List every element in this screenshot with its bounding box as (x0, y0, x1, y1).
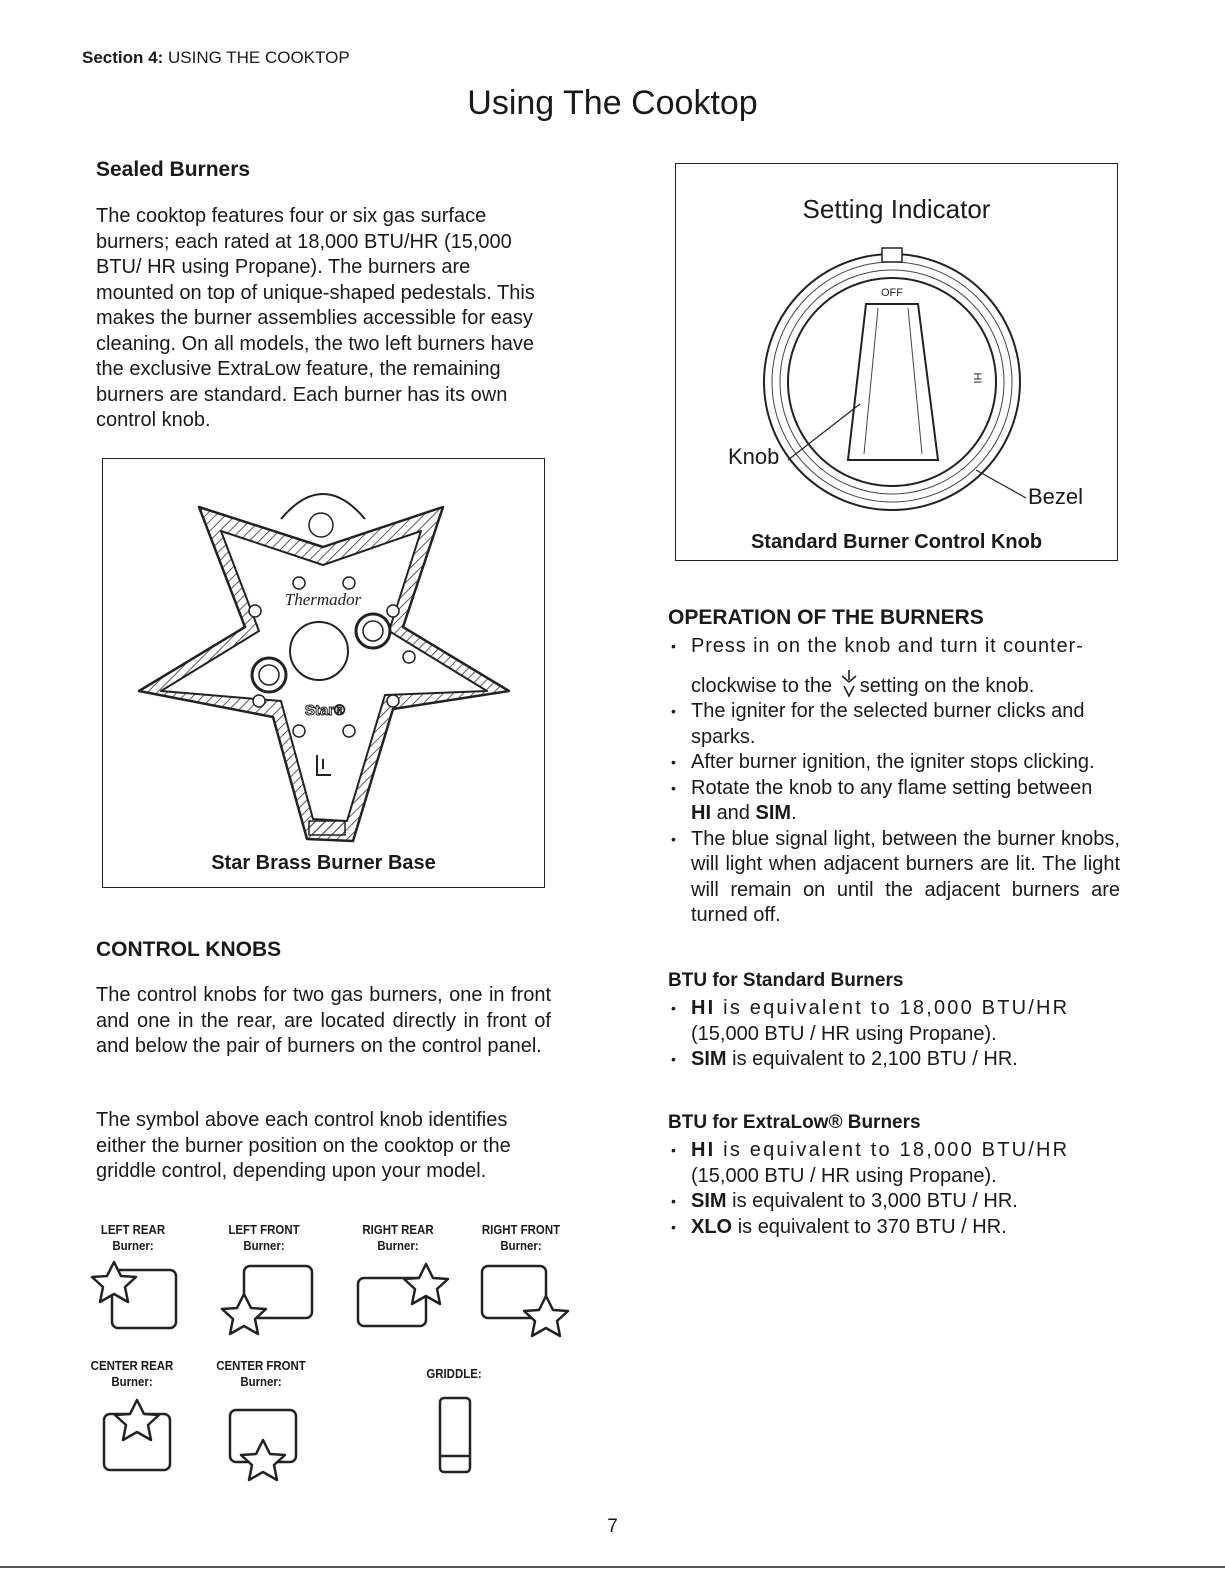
list-item: • After burner ignition, the igniter stops clicking. (668, 750, 1120, 776)
left-rear-burner-icon (92, 1262, 176, 1328)
list-item: • Rotate the knob to any flame setting between HI and SIM. (668, 776, 1120, 827)
sealed-burners-text: The cooktop features four or six gas surface burners; each rated at 18,000 BTU/HR (15,000 BTU/ HR using Propane). The burners are mounted on top of unique-shaped pedestals. This makes the burner assemblies accessible for easy cleaning. On all models, the two left burners have the exclusive ExtraLow feature, the remaining burners are standard. Each burner has its own control knob. (96, 205, 535, 431)
burner-brand-text: Thermador (284, 590, 362, 609)
symbol-right-front-label: RIGHT FRONT Burner: (481, 1222, 561, 1253)
control-knob-figure (675, 163, 1118, 561)
right-rear-burner-icon (358, 1264, 448, 1326)
section-prefix: Section 4: (82, 48, 164, 67)
page-number: 7 (607, 1516, 618, 1537)
symbol-center-rear-label: CENTER REAR Burner: (90, 1358, 174, 1389)
list-item: • HI is equivalent to 18,000 BTU/HR (15,000 BTU / HR using Propane). (668, 996, 1128, 1047)
left-front-burner-icon (222, 1266, 312, 1334)
list-item: • HI is equivalent to 18,000 BTU/HR (15,000 BTU / HR using Propane). (668, 1138, 1128, 1189)
center-rear-burner-icon (104, 1400, 170, 1470)
symbol-center-front-label: CENTER FRONT Burner: (216, 1358, 306, 1389)
symbol-left-front-label: LEFT FRONT Burner: (228, 1222, 300, 1253)
list-item: • The blue signal light, between the burner knobs, will light when adjacent burners are lit. The light will remain on until the adjacent burners are turned off. (668, 827, 1120, 929)
bottom-divider (0, 1566, 1225, 1568)
btu-standard-heading: BTU for Standard Burners (668, 970, 904, 991)
right-front-burner-icon (482, 1266, 568, 1336)
center-front-burner-icon (230, 1410, 296, 1480)
griddle-icon (440, 1398, 470, 1472)
knob-figure-caption: Standard Burner Control Knob (750, 531, 1043, 553)
bezel-label: Bezel (1028, 484, 1084, 509)
btu-extralow-heading: BTU for ExtraLow® Burners (668, 1112, 921, 1133)
btu-standard-list (668, 996, 1128, 1073)
list-item: • Press in on the knob and turn it counter- clockwise to the setting on the knob. (668, 634, 1120, 699)
burner-position-symbols (0, 0, 620, 1500)
symbol-griddle-label: GRIDDLE: (426, 1366, 482, 1381)
operation-list (668, 634, 1120, 929)
symbol-right-rear-label: RIGHT REAR Burner: (362, 1222, 434, 1253)
ignite-symbol-icon (838, 668, 860, 698)
knob-figure-title: Setting Indicator (802, 194, 991, 224)
burner-base-caption: Star Brass Burner Base (211, 852, 436, 874)
control-knobs-text-2: The symbol above each control knob identifies either the burner position on the cooktop or the griddle control, depending upon your model. (96, 1109, 511, 1182)
btu-extralow-list (668, 1138, 1128, 1240)
page-title: Using The Cooktop (467, 84, 758, 122)
operation-heading: OPERATION OF THE BURNERS (668, 606, 984, 629)
sealed-burners-heading: Sealed Burners (96, 158, 251, 181)
symbol-left-rear-label: LEFT REAR Burner: (100, 1222, 166, 1253)
control-knob-illustration (676, 164, 1116, 524)
knob-label: Knob (728, 444, 780, 469)
star-logo-text: Star® (304, 702, 346, 719)
list-item: • XLO is equivalent to 370 BTU / HR. (668, 1215, 1128, 1241)
knob-off-mark: OFF (881, 287, 903, 299)
control-knobs-text-1: The control knobs for two gas burners, one in front and one in the rear, are located directly in front of and below the pair of burners on the control panel. (96, 984, 551, 1057)
control-knobs-heading: CONTROL KNOBS (96, 938, 282, 961)
list-item: • SIM is equivalent to 2,100 BTU / HR. (668, 1047, 1128, 1073)
knob-hi-mark: HI (971, 372, 983, 384)
section-name: USING THE COOKTOP (167, 48, 350, 67)
list-item: • The igniter for the selected burner clicks and sparks. (668, 699, 1120, 750)
list-item: • SIM is equivalent to 3,000 BTU / HR. (668, 1189, 1128, 1215)
